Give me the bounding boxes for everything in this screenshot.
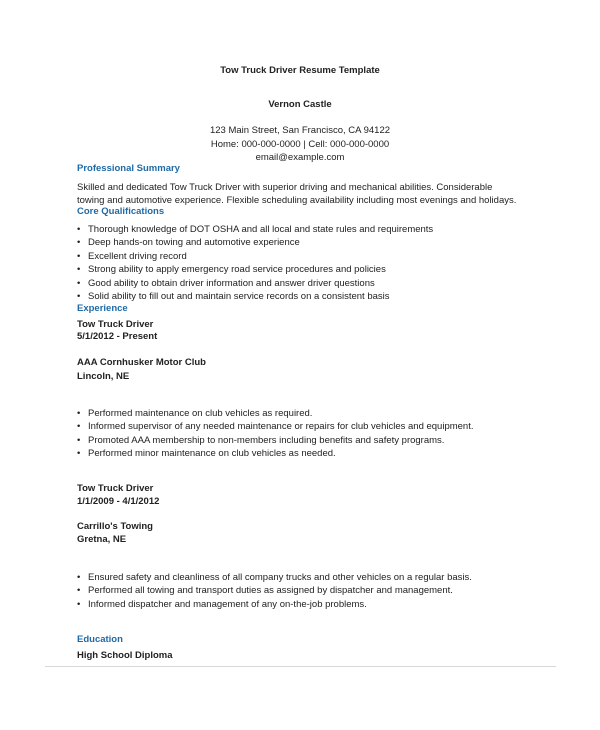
contact-email: email@example.com (255, 152, 345, 163)
job-2-company: Carrillo's Towing (77, 521, 153, 532)
list-item: • Performed maintenance on club vehicles as required. (77, 407, 474, 420)
job-2-dates: 1/1/2009 - 4/1/2012 (77, 496, 160, 507)
page-divider (45, 666, 556, 667)
job-1-duties (77, 407, 474, 461)
list-item: • Excellent driving record (77, 250, 433, 263)
list-item: • Informed supervisor of any needed maintenance or repairs for club vehicles and equipment. (77, 420, 474, 433)
list-item: • Performed all towing and transport duties as assigned by dispatcher and management. (77, 584, 472, 597)
job-1-title: Tow Truck Driver (77, 319, 154, 330)
qualifications-list (77, 223, 433, 303)
summary-heading: Professional Summary (77, 163, 180, 174)
job-2-location: Gretna, NE (77, 534, 127, 545)
list-item: • Informed dispatcher and management of any on-the-job problems. (77, 598, 472, 611)
contact-phones: Home: 000-000-0000 | Cell: 000-000-0000 (210, 139, 390, 150)
job-2-duties (77, 571, 472, 611)
education-heading: Education (77, 634, 123, 645)
job-2-title: Tow Truck Driver (77, 483, 154, 494)
list-item: • Deep hands-on towing and automotive experience (77, 236, 433, 249)
summary-text: Skilled and dedicated Tow Truck Driver with superior driving and mechanical abilities. Considerable towing and automotive experience. Flexible scheduling availability including most evenings and holidays. (77, 182, 517, 206)
qualifications-heading: Core Qualifications (77, 206, 165, 217)
education-degree: High School Diploma (77, 650, 173, 661)
list-item: • Solid ability to fill out and maintain service records on a consistent basis (77, 290, 433, 303)
list-item: • Ensured safety and cleanliness of all company trucks and other vehicles on a regular basis. (77, 571, 472, 584)
experience-heading: Experience (77, 303, 128, 314)
job-1-dates: 5/1/2012 - Present (77, 331, 158, 342)
list-item: • Strong ability to apply emergency road service procedures and policies (77, 263, 433, 276)
list-item: • Thorough knowledge of DOT OSHA and all local and state rules and requirements (77, 223, 433, 236)
job-1-location: Lincoln, NE (77, 371, 130, 382)
job-1-company: AAA Cornhusker Motor Club (77, 357, 206, 368)
list-item: • Promoted AAA membership to non-members including benefits and safety programs. (77, 434, 474, 447)
document-title: Tow Truck Driver Resume Template (220, 65, 380, 76)
contact-address: 123 Main Street, San Francisco, CA 94122 (209, 125, 391, 136)
list-item: • Performed minor maintenance on club vehicles as needed. (77, 447, 474, 460)
list-item: • Good ability to obtain driver information and answer driver questions (77, 277, 433, 290)
candidate-name: Vernon Castle (268, 99, 332, 110)
